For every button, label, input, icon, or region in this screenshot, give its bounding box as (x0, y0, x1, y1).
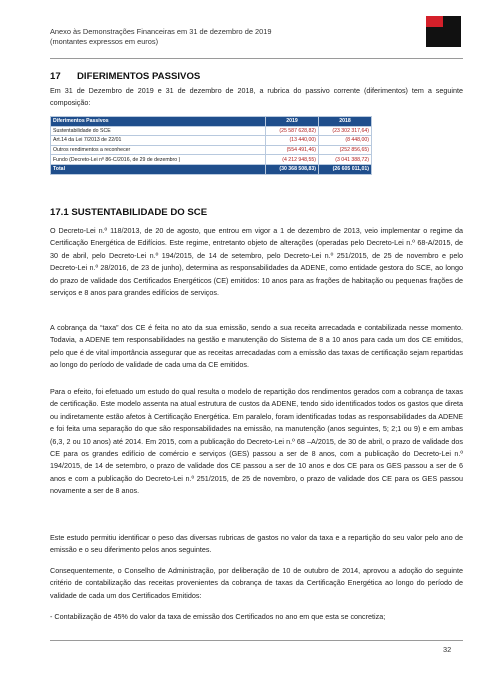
table-row (51, 136, 372, 146)
table-total-row (51, 164, 372, 174)
page-number: 32 (443, 645, 452, 654)
header-subtitle: (montantes expressos em euros) (50, 37, 159, 46)
section-17-1-heading (50, 207, 207, 218)
footer-divider (50, 640, 463, 641)
header-divider (50, 58, 463, 59)
header-title: Anexo às Demonstrações Financeiras em 31 de dezembro de 2019 (50, 27, 272, 36)
row-value-2018: (8 448,00) (319, 136, 372, 146)
row-value-2018: (3 041 388,72) (319, 155, 372, 165)
paragraph: A cobrança da “taxa” dos CE é feita no ato da sua emissão, sendo a sua receita arrecadada e contabilizada nesse momento. Todavia, a ADENE tem responsabilidades na gestão e manutenção do Sistema de 8 a 10 anos para cada um dos CE emitidos, pelo que é de vital importância assegurar que as receitas arrecadadas com a emissão das taxas de certificação sejam repartidas ao longo do período de validade de cada uma da CE emitidos. (50, 323, 463, 370)
row-label: Art.14 da Lei 7/2013 de 22/01 (51, 136, 266, 146)
document-header (50, 27, 271, 47)
row-label: Fundo (Decreto-Lei nº 86-C/2016, de 29 de dezembro ) (51, 155, 266, 165)
company-logo (426, 16, 461, 47)
row-value-2018: (252 856,65) (319, 145, 372, 155)
deferrals-table (50, 116, 372, 175)
table-row (51, 145, 372, 155)
total-value-2019: (30 368 508,83) (266, 164, 319, 174)
logo-red-block (426, 16, 443, 27)
table-header-row (51, 117, 372, 127)
paragraph: Para o efeito, foi efetuado um estudo do qual resulta o modelo de repartição dos rendimentos gerados com a cobrança de taxas de certificação. Este modelo assenta na atual estrutura de custos da ADENE, tendo sido identificados todos os gastos que direta ou indiretamente estão afetos à Certificação Energética. Em paralelo, foram identificadas todas as responsabilidades da ADENE e foi feita uma separação do que são responsabilidades na emissão, na manutenção (anos seguintes, 5; 2;1 ou 9) e em ambas (6,3, 2 ou 10 anos) até 2014. Em 2015, com a publicação do Decreto-Lei n.º 68 –A/2015, de 30 de abril, o prazo de validade dos CE para os grandes edifício de comércio e serviços (GES) passou a ser de 8 anos, com a publicação do Decreto-Lei n.º 194/2015, de 14 de setembro, o prazo de validade dos CE passou a ser de 10 anos e dos CE para os GES passou a ser de 6 anos e com a publicação do Decreto-Lei n.º 251/2015, de 25 de novembro, o prazo de validade dos CE para os GES passou novamente a ser de 8 anos. (50, 387, 463, 496)
table-row (51, 126, 372, 136)
row-label: Sustentabilidade do SCE (51, 126, 266, 136)
section-17-intro: Em 31 de Dezembro de 2019 e 31 de dezembro de 2018, a rubrica do passivo corrente (diferimentos) tem a seguinte composição: (50, 86, 463, 108)
section-17-heading (50, 71, 200, 82)
subsection-title: SUSTENTABILIDADE DO SCE (71, 207, 208, 218)
row-value-2019: (554 491,46) (266, 145, 319, 155)
paragraph: - Contabilização de 45% do valor da taxa de emissão dos Certificados no ano em que esta se concretiza; (50, 612, 386, 621)
section-number: 17 (50, 71, 61, 82)
table-row (51, 155, 372, 165)
table-header-2018: 2018 (319, 117, 372, 127)
row-value-2019: (25 587 628,82) (266, 126, 319, 136)
subsection-number: 17.1 (50, 207, 69, 218)
total-value-2018: (26 605 011,01) (319, 164, 372, 174)
paragraph: O Decreto-Lei n.º 118/2013, de 20 de agosto, que entrou em vigor a 1 de dezembro de 2013, veio implementar o regime da Certificação Energética de Edifícios. Este regime, entretanto objeto de alterações (operadas pelo Decreto-Lei n.º 68-A/2015, de 30 de abril, pelo Decreto-Lei n.º 194/2015, de 14 de setembro, pelo Decreto-Lei n.º 251/2015, de 25 de novembro e pelo Decreto-Lei n.º 28/2016, de 23 de junho), determina as responsabilidades da ADENE, como entidade gestora do SCE, ao longo do prazo de validade dos Certificados Energéticos (CE) emitidos: 10 anos para as frações de habitação ou pequenas frações de serviços e 8 anos para grandes edifícios de serviços. (50, 226, 463, 298)
row-label: Outros rendimentos a reconhecer (51, 145, 266, 155)
paragraph: Este estudo permitiu identificar o peso das diversas rubricas de gastos no valor da taxa e a repartição do seu valor pelo ano de emissão e o seu diferimento pelos anos seguintes. (50, 533, 463, 555)
paragraph: Consequentemente, o Conselho de Administração, por deliberação de 10 de outubro de 2014, aprovou a adoção do seguinte critério de contabilização das receitas provenientes da cobrança de taxas da Certificação Energética ao longo do período de validade de cada um dos Certificados Emitidos: (50, 566, 463, 600)
row-value-2019: (13 440,00) (266, 136, 319, 146)
row-value-2018: (23 302 317,64) (319, 126, 372, 136)
row-value-2019: (4 212 948,55) (266, 155, 319, 165)
section-title: DIFERIMENTOS PASSIVOS (77, 71, 201, 82)
table-header-2019: 2019 (266, 117, 319, 127)
table-header-label: Diferimentos Passivos (51, 117, 266, 127)
total-label: Total (51, 164, 266, 174)
